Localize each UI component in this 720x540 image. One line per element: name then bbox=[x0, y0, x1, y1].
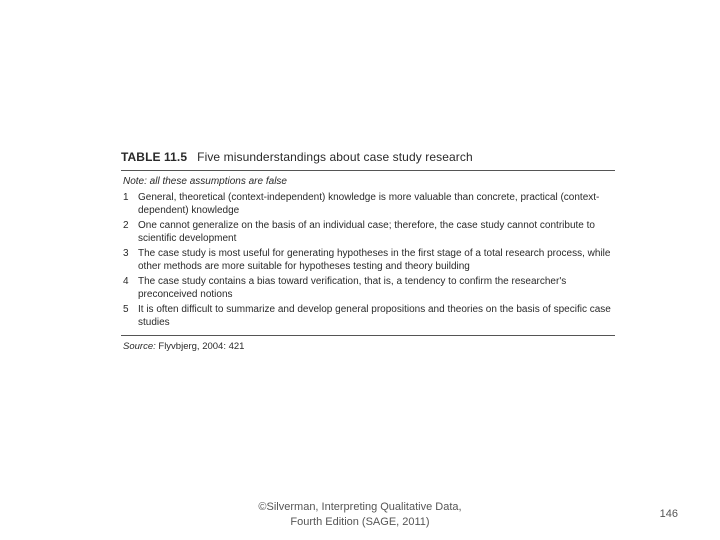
item-number: 2 bbox=[123, 220, 129, 231]
page-number: 146 bbox=[659, 508, 678, 520]
list-item bbox=[121, 219, 615, 245]
table-title bbox=[121, 148, 615, 170]
top-rule bbox=[121, 170, 615, 171]
item-text: The case study is most useful for generating hypotheses in the first stage of a total research process, while other methods are more suitable for hypotheses testing and theory building bbox=[138, 248, 611, 273]
table-block bbox=[121, 148, 615, 353]
item-number: 1 bbox=[123, 192, 129, 203]
misunderstandings-list bbox=[121, 191, 615, 329]
list-item bbox=[121, 247, 615, 273]
source-text: Flyvbjerg, 2004: 421 bbox=[158, 341, 245, 353]
item-text: General, theoretical (context-independent) knowledge is more valuable than concrete, practical (context-dependent) knowledge bbox=[138, 192, 600, 217]
footer-line-1: ©Silverman, Interpreting Qualitative Data, bbox=[258, 501, 462, 513]
list-item bbox=[121, 275, 615, 301]
list-item bbox=[121, 191, 615, 217]
table-note: Note: all these assumptions are false bbox=[123, 176, 287, 187]
item-text: One cannot generalize on the basis of an individual case; therefore, the case study cannot contribute to scientific development bbox=[138, 220, 595, 245]
item-number: 4 bbox=[123, 276, 129, 287]
bottom-rule bbox=[121, 335, 615, 336]
table-caption: Five misunderstandings about case study research bbox=[197, 150, 473, 164]
item-number: 5 bbox=[123, 304, 129, 315]
table-label: TABLE 11.5 bbox=[121, 150, 188, 164]
source-label: Source: bbox=[123, 341, 156, 353]
footer-line-2: Fourth Edition (SAGE, 2011) bbox=[290, 516, 430, 528]
slide-footer bbox=[224, 500, 496, 530]
list-item bbox=[121, 303, 615, 329]
item-number: 3 bbox=[123, 248, 129, 259]
item-text: It is often difficult to summarize and develop general propositions and theories on the basis of specific case studies bbox=[138, 304, 611, 329]
item-text: The case study contains a bias toward verification, that is, a tendency to confirm the researcher's preconceived notions bbox=[138, 276, 567, 301]
table-source bbox=[123, 340, 615, 353]
